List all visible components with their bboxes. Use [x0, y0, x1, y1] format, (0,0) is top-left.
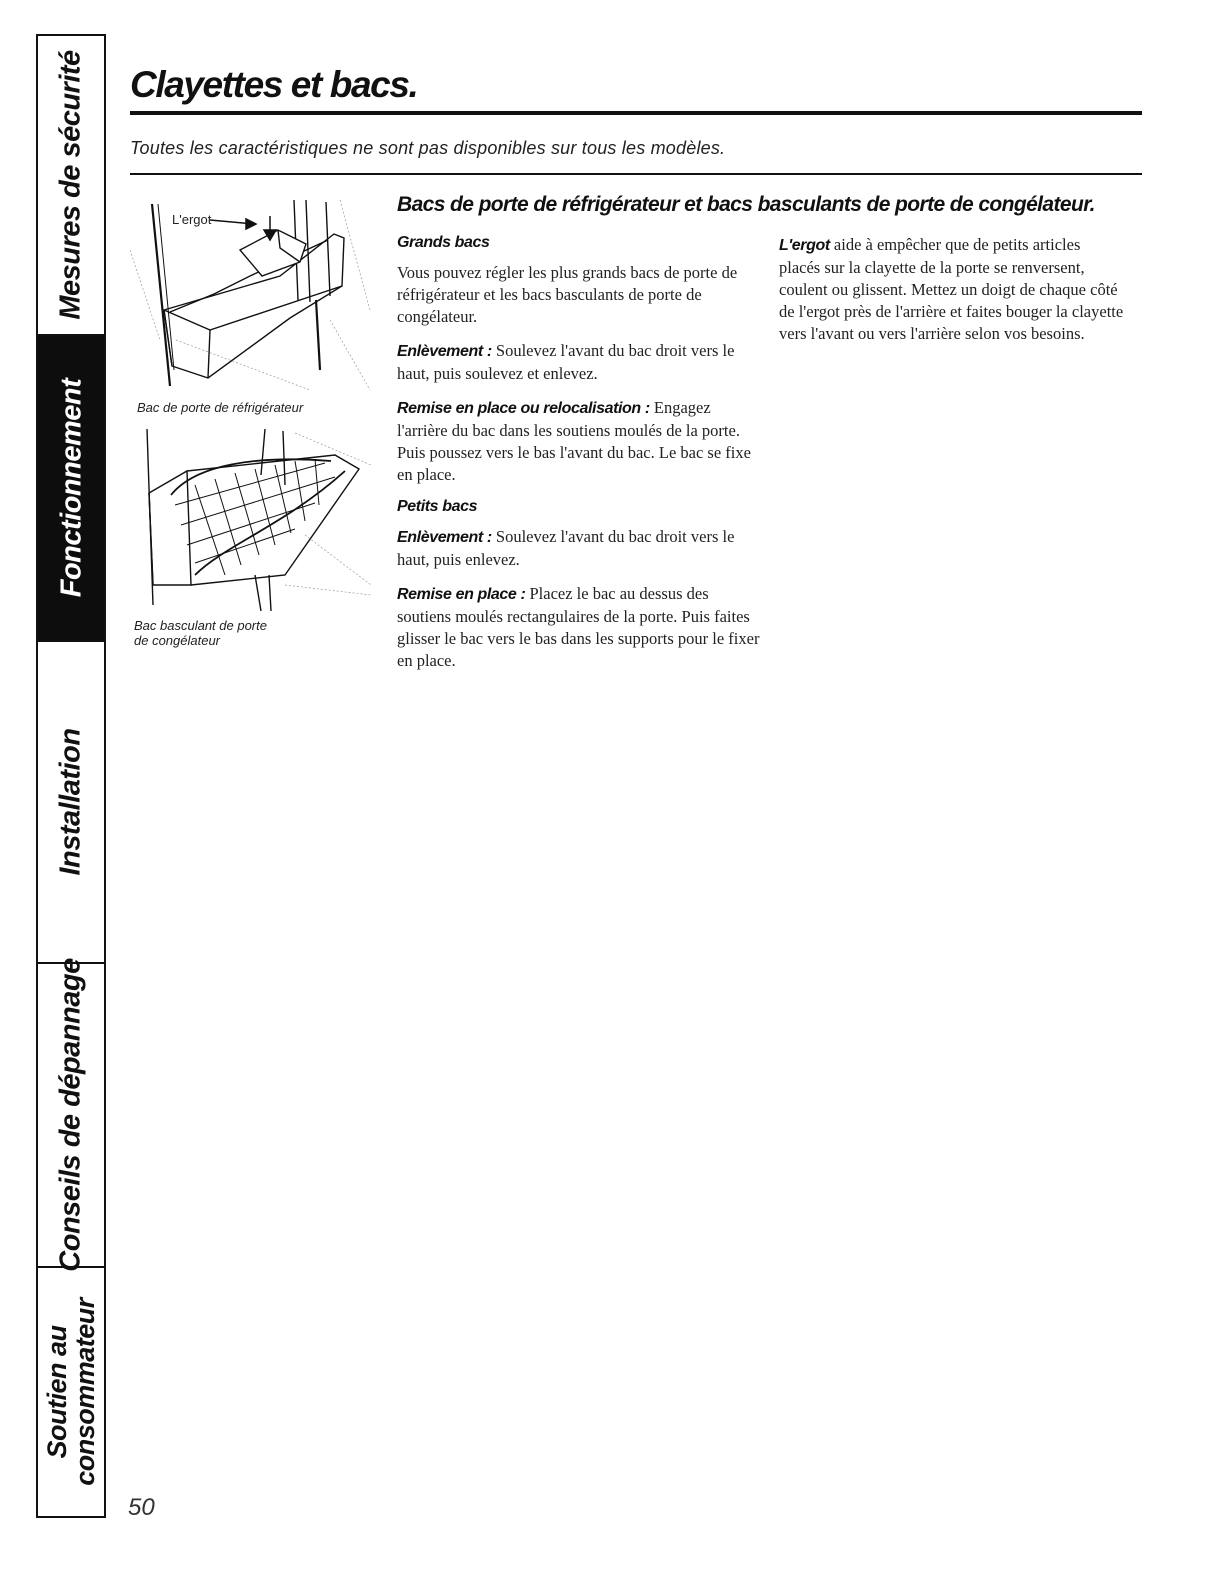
section-title: Bacs de porte de réfrigérateur et bacs basculants de porte de congélateur.: [397, 193, 1095, 216]
page-subtitle: Toutes les caractéristiques ne sont pas disponibles sur tous les modèles.: [130, 138, 726, 158]
remise-text: Engagez l'arrière du bac dans les soutiens moulés de la porte. Puis poussez vers le bas l'avant du bac. Le bac se fixe en place.: [397, 398, 751, 484]
petits-bacs-enlevement: [397, 526, 762, 571]
enlevement-label: Enlèvement :: [397, 343, 492, 360]
caption-line2: de congélateur: [134, 633, 221, 648]
tab-label: [43, 1298, 99, 1486]
tab-label: Fonctionnement: [55, 378, 88, 598]
freezer-tilt-bin-illustration: [135, 425, 375, 615]
grands-bacs-intro: Vous pouvez régler les plus grands bacs de porte de réfrigérateur et les bacs basculants de porte de congélateur.: [397, 263, 738, 326]
tab-mesures-de-securite[interactable]: [38, 36, 104, 336]
page-title: Clayettes et bacs.: [130, 64, 418, 105]
figure-caption-freezer-bin: [134, 618, 267, 648]
tab-label: Installation: [55, 728, 88, 876]
heading-grands-bacs: Grands bacs: [397, 234, 490, 251]
ergot-text: aide à empêcher que de petits articles placés sur la clayette de la porte se renversent, coulent ou glissent. Mettez un doigt de chaque côté de l'ergot près de l'arrière et faites bouger la clayette vers l'avant ou vers l'arrière selon vos besoins.: [779, 235, 1124, 343]
refrigerator-door-bin-illustration: [130, 190, 375, 395]
tab-soutien-au-consommateur[interactable]: [38, 1268, 104, 1516]
heading-petits-bacs: Petits bacs: [397, 498, 478, 515]
tab-label-line2: consommateur: [70, 1298, 100, 1486]
tab-installation[interactable]: [38, 642, 104, 964]
ergot-callout-label: L'ergot: [172, 212, 212, 227]
enlevement-label: Enlèvement :: [397, 529, 492, 546]
tab-fonctionnement[interactable]: [38, 336, 104, 642]
remise-label: Remise en place ou relocalisation :: [397, 400, 650, 417]
remise-text: Placez le bac au dessus des soutiens moulés rectangulaires de la porte. Puis faites glisser le bac vers le bas dans les supports pour le fixer en place.: [397, 584, 760, 670]
ergot-label: L'ergot: [779, 237, 830, 254]
tab-label: Mesures de sécurité: [55, 50, 88, 320]
grands-bacs-remise: [397, 397, 762, 486]
section-tabs: [36, 34, 106, 1518]
ergot-paragraph: [779, 234, 1124, 345]
subtitle-rule: [130, 173, 1142, 175]
enlevement-text: Soulevez l'avant du bac droit vers le haut, puis enlevez.: [397, 527, 735, 569]
tab-label-line1: Soutien au: [42, 1325, 72, 1459]
caption-line1: Bac basculant de porte: [134, 618, 267, 633]
page-number: 50: [128, 1494, 155, 1521]
petits-bacs-remise: [397, 583, 762, 672]
grands-bacs-enlevement: [397, 340, 762, 385]
figure-caption-refrigerator-bin: Bac de porte de réfrigérateur: [137, 400, 304, 415]
tab-label: Conseils de dépannage: [55, 958, 88, 1272]
text-column-right: [779, 234, 1124, 357]
enlevement-text: Soulevez l'avant du bac droit vers le haut, puis soulevez et enlevez.: [397, 341, 735, 383]
remise-label: Remise en place :: [397, 586, 526, 603]
text-column-left: [397, 234, 762, 684]
title-rule: [130, 111, 1142, 115]
tab-conseils-de-depannage[interactable]: [38, 958, 104, 1272]
